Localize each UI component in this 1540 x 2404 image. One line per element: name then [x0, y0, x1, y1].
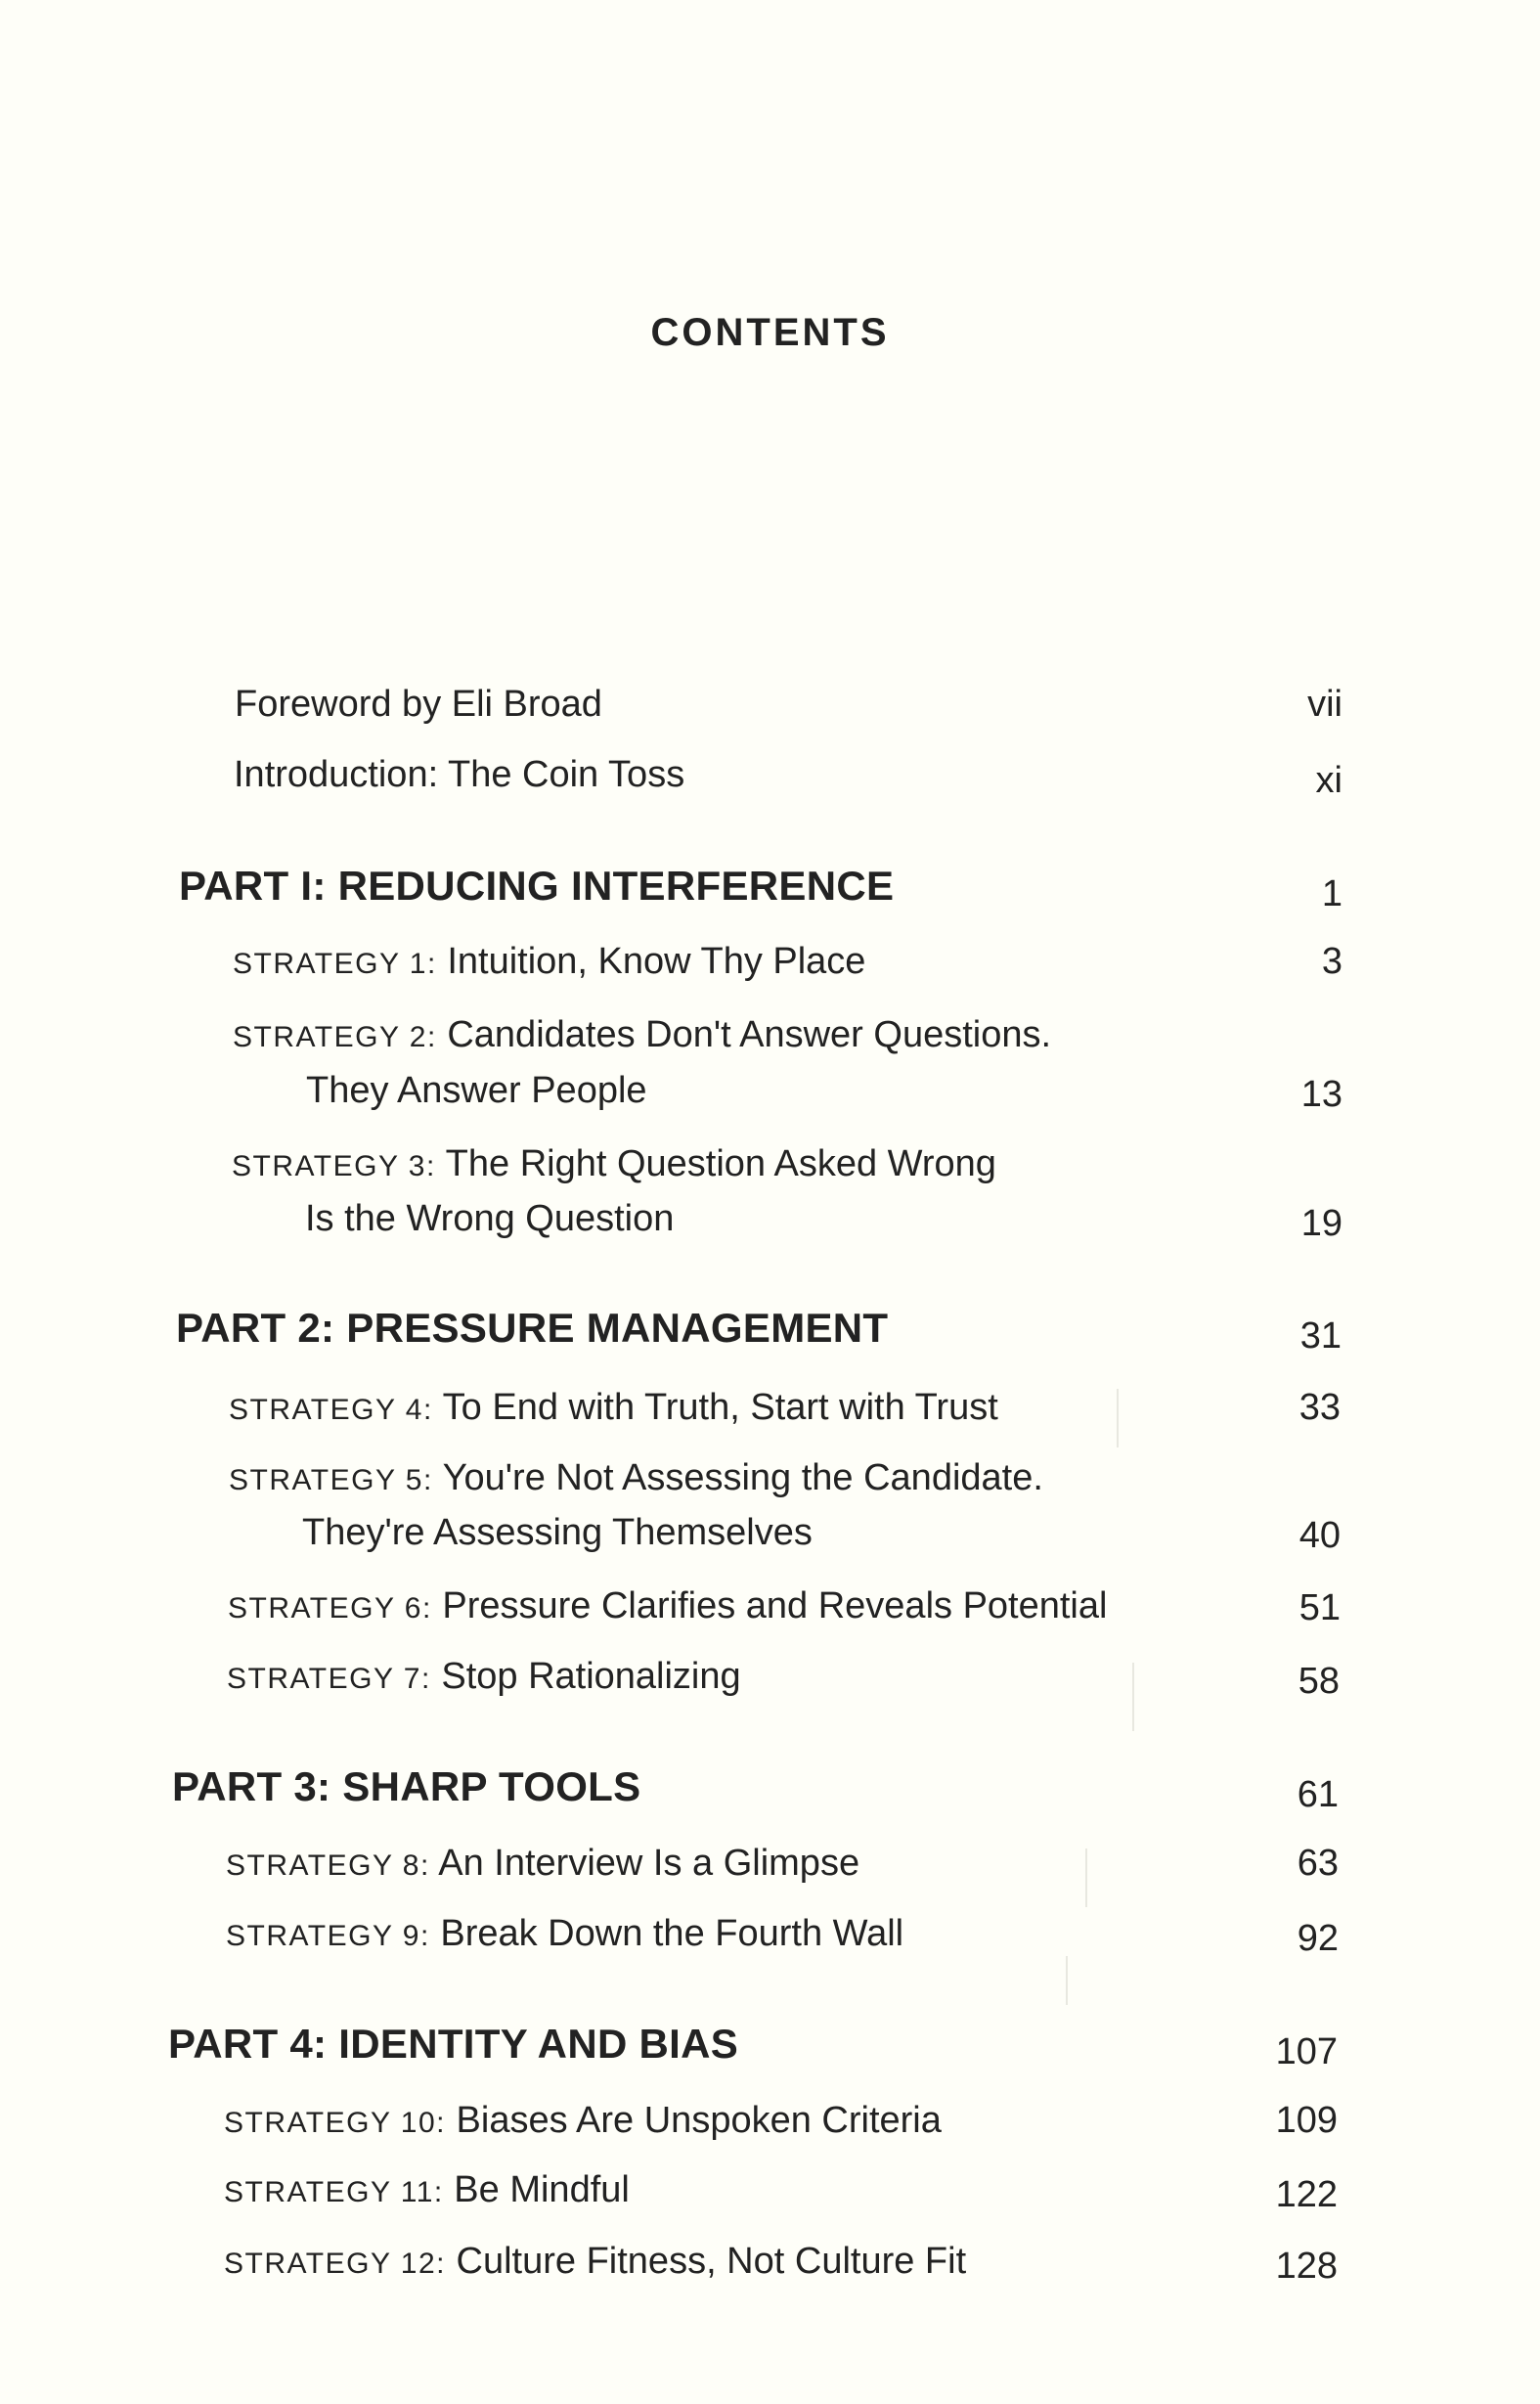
toc-page-number: 92 — [1297, 1918, 1339, 1959]
scan-artifact — [1132, 1663, 1134, 1731]
toc-page-number: 40 — [1298, 1515, 1341, 1556]
toc-page-number: 128 — [1275, 2246, 1338, 2287]
toc-entry-foreword — [0, 681, 1540, 739]
page-title: CONTENTS — [650, 311, 890, 354]
toc-entry-introduction — [0, 751, 1540, 810]
toc-strategy-5 — [0, 1454, 1540, 1562]
toc-entry-label — [229, 1454, 1043, 1504]
toc-part-4 — [0, 2021, 1540, 2079]
toc-page-number: 13 — [1300, 1074, 1342, 1115]
toc-entry-label — [227, 1653, 741, 1703]
toc-part-3 — [0, 1763, 1540, 1822]
toc-entry-label — [232, 1140, 996, 1190]
toc-entry-label — [226, 1840, 859, 1890]
toc-page-number: 58 — [1298, 1661, 1340, 1702]
strategy-title-continuation: Is the Wrong Question — [305, 1198, 675, 1239]
strategy-title: Culture Fitness, Not Culture Fit — [456, 2241, 967, 2282]
toc-entry-label — [224, 2238, 966, 2288]
toc-page-number: 109 — [1275, 2100, 1338, 2141]
toc-page-number: 61 — [1297, 1774, 1339, 1815]
strategy-title: Break Down the Fourth Wall — [440, 1913, 904, 1954]
toc-entry-label — [224, 2097, 942, 2147]
toc-page-number: xi — [1315, 760, 1342, 801]
toc-entry-label — [224, 2166, 630, 2216]
strategy-tag: STRATEGY 11: — [224, 2176, 444, 2208]
toc-strategy-10 — [0, 2097, 1540, 2156]
strategy-title: To End with Truth, Start with Trust — [442, 1387, 998, 1428]
toc-entry-label: Foreword by Eli Broad — [235, 684, 602, 725]
toc-page-number: 31 — [1299, 1315, 1342, 1357]
toc-strategy-2 — [0, 1011, 1540, 1119]
strategy-tag: STRATEGY 1: — [233, 948, 437, 980]
toc-entry-label — [228, 1582, 1107, 1632]
strategy-tag: STRATEGY 2: — [233, 1021, 437, 1053]
toc-strategy-4 — [0, 1384, 1540, 1443]
strategy-title: Intuition, Know Thy Place — [447, 941, 866, 982]
toc-page-number: vii — [1307, 684, 1342, 725]
strategy-title: The Right Question Asked Wrong — [445, 1143, 996, 1184]
toc-strategy-6 — [0, 1582, 1540, 1641]
toc-entry-label — [229, 1384, 998, 1434]
strategy-tag: STRATEGY 4: — [229, 1394, 433, 1426]
toc-page-number: 51 — [1298, 1587, 1341, 1628]
scan-artifact — [1085, 1848, 1087, 1907]
toc-part-1 — [0, 863, 1540, 921]
strategy-title: Candidates Don't Answer Questions. — [447, 1014, 1052, 1055]
toc-strategy-11 — [0, 2166, 1540, 2225]
toc-strategy-1 — [0, 938, 1540, 997]
toc-strategy-12 — [0, 2238, 1540, 2296]
strategy-title: An Interview Is a Glimpse — [438, 1843, 860, 1884]
strategy-title-continuation: They Answer People — [306, 1070, 647, 1111]
scan-artifact — [1066, 1956, 1068, 2005]
toc-page-number: 63 — [1297, 1843, 1339, 1884]
part-heading: PART 4: IDENTITY AND BIAS — [168, 2021, 739, 2067]
strategy-tag: STRATEGY 7: — [227, 1663, 431, 1695]
toc-page-number: 3 — [1321, 941, 1342, 982]
part-heading: PART I: REDUCING INTERFERENCE — [179, 863, 895, 909]
part-heading: PART 3: SHARP TOOLS — [172, 1763, 641, 1809]
strategy-title: Stop Rationalizing — [441, 1656, 741, 1697]
toc-strategy-3 — [0, 1140, 1540, 1248]
strategy-tag: STRATEGY 8: — [226, 1849, 430, 1882]
toc-page-number: 33 — [1298, 1387, 1341, 1428]
strategy-title-continuation: They're Assessing Themselves — [302, 1512, 813, 1553]
strategy-title: Pressure Clarifies and Reveals Potential — [442, 1585, 1108, 1626]
part-heading: PART 2: PRESSURE MANAGEMENT — [176, 1305, 889, 1351]
toc-strategy-8 — [0, 1840, 1540, 1898]
strategy-tag: STRATEGY 6: — [228, 1592, 432, 1625]
toc-page-number: 122 — [1275, 2174, 1338, 2215]
strategy-title: Biases Are Unspoken Criteria — [456, 2100, 942, 2141]
toc-page-number: 19 — [1300, 1203, 1342, 1244]
toc-page-number: 1 — [1321, 873, 1342, 914]
strategy-title: You're Not Assessing the Candidate. — [442, 1457, 1043, 1498]
strategy-title: Be Mindful — [454, 2169, 630, 2210]
toc-part-2 — [0, 1305, 1540, 1363]
toc-entry-label — [233, 1011, 1051, 1061]
toc-strategy-7 — [0, 1653, 1540, 1712]
toc-entry-label — [226, 1910, 903, 1960]
strategy-tag: STRATEGY 9: — [226, 1920, 430, 1952]
toc-page-number: 107 — [1275, 2031, 1338, 2072]
toc-entry-label: Introduction: The Coin Toss — [234, 754, 685, 795]
strategy-tag: STRATEGY 5: — [229, 1464, 433, 1496]
strategy-tag: STRATEGY 12: — [224, 2248, 446, 2280]
strategy-tag: STRATEGY 3: — [232, 1150, 436, 1182]
toc-entry-label — [233, 938, 865, 988]
scan-artifact — [1117, 1389, 1119, 1447]
strategy-tag: STRATEGY 10: — [224, 2107, 446, 2139]
toc-strategy-9 — [0, 1910, 1540, 1969]
